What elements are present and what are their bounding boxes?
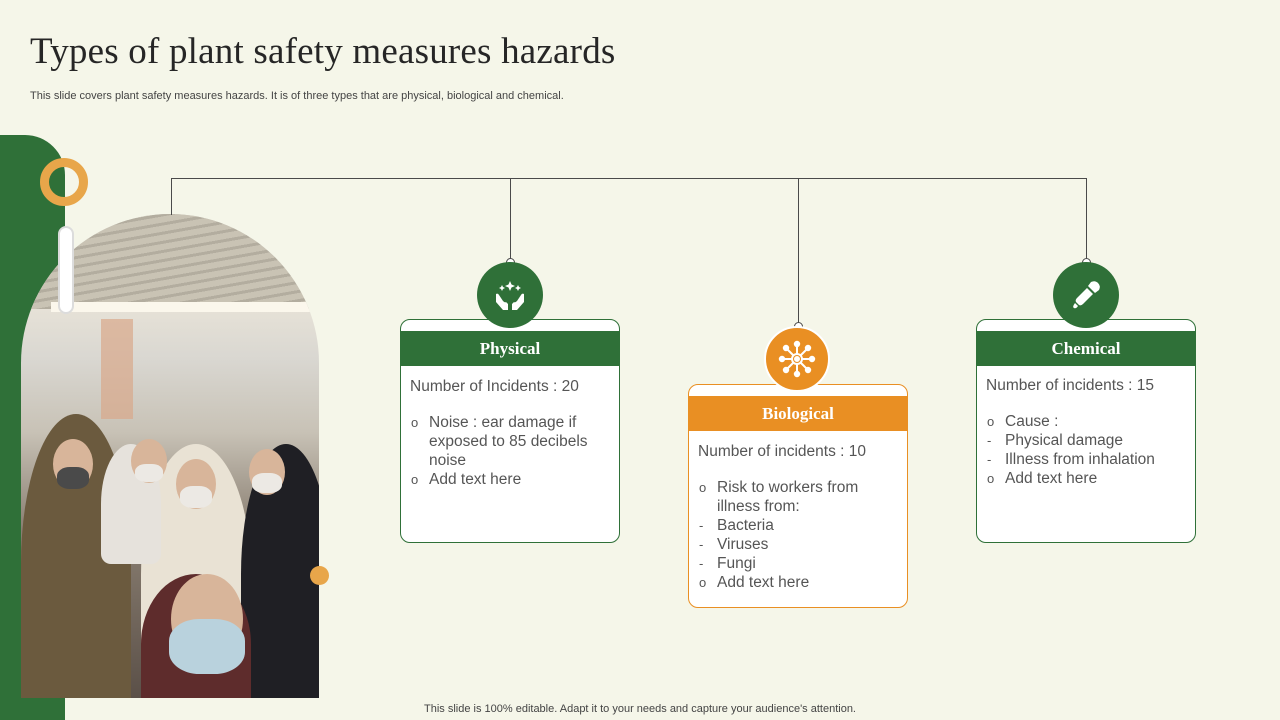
connector-chemical [1086, 178, 1087, 263]
decorative-orange-dot [310, 566, 329, 585]
list-item: o Add text here [411, 471, 522, 488]
dropper-icon [1069, 278, 1103, 312]
list-item: - Fungi [699, 555, 756, 572]
slide-title: Types of plant safety measures hazards [30, 31, 616, 72]
list-item: o Add text here [699, 574, 810, 591]
physical-heading: Physical [400, 331, 620, 366]
slide-subtitle: This slide covers plant safety measures hazards. It is of three types that are physical, biological and chemical. [30, 90, 564, 102]
biological-incident-count: Number of incidents : 10 [698, 443, 867, 460]
chemical-icon-badge [1053, 262, 1119, 328]
decorative-capsule [58, 226, 74, 314]
chemical-card [976, 319, 1196, 543]
list-item: - Illness from inhalation [987, 451, 1155, 468]
chemical-incident-count: Number of incidents : 15 [986, 377, 1155, 394]
list-item: - Physical damage [987, 432, 1124, 449]
list-item: o Add text here [987, 470, 1098, 487]
biological-card [688, 384, 908, 608]
connector-top-line [171, 178, 1087, 179]
list-item: o Cause : [987, 413, 1059, 430]
chemical-body [986, 376, 1187, 488]
biological-body [698, 442, 899, 592]
hands-holding-sparkles-icon [493, 278, 527, 312]
physical-incident-count: Number of Incidents : 20 [410, 378, 579, 395]
list-item: o Noise : ear damage if exposed to 85 decibels noise [411, 414, 588, 469]
slide-footer: This slide is 100% editable. Adapt it to your needs and capture your audience's attention. [424, 703, 856, 715]
physical-body [410, 377, 611, 489]
list-item: - Viruses [699, 536, 769, 553]
connector-left-drop [171, 178, 172, 215]
physical-icon-badge [477, 262, 543, 328]
physical-card [400, 319, 620, 543]
connector-physical [510, 178, 511, 263]
biological-heading: Biological [688, 396, 908, 431]
biological-icon-badge [764, 326, 830, 392]
list-item: o Risk to workers from illness from: [699, 479, 859, 515]
bacteria-icon [778, 340, 816, 378]
list-item: - Bacteria [699, 517, 774, 534]
decorative-orange-ring [40, 158, 88, 206]
chemical-heading: Chemical [976, 331, 1196, 366]
connector-biological [798, 178, 799, 328]
